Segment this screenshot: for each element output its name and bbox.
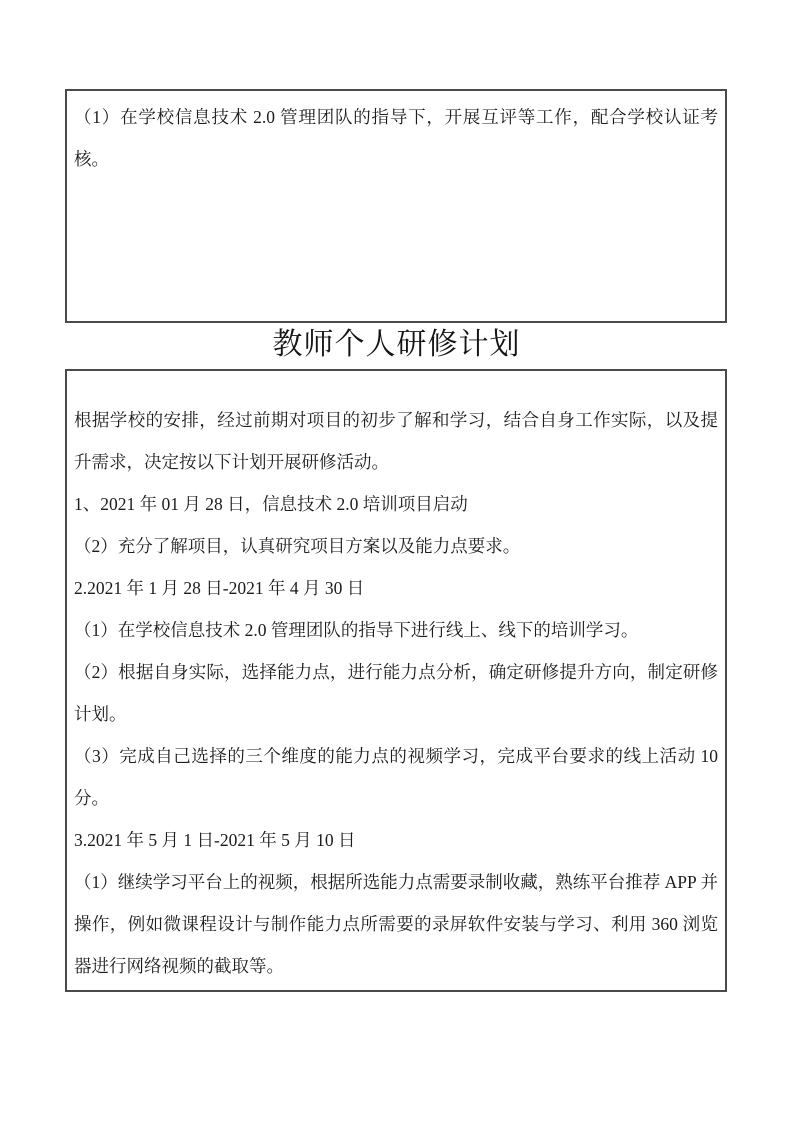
plan-paragraph-intro: 根据学校的安排，经过前期对项目的初步了解和学习，结合自身工作实际，以及提升需求，决定按以下计划开展研修活动。: [74, 410, 718, 472]
plan-paragraph-stage1-date: 1、2021 年 01 月 28 日，信息技术 2.0 培训项目启动: [74, 494, 468, 514]
research-plan-box: [65, 369, 727, 992]
plan-paragraph-stage3-item1: （1）继续学习平台上的视频，根据所选能力点需要录制收藏，熟练平台推荐 APP 并操作，例如微课程设计与制作能力点所需要的录屏软件安装与学习、利用 360 浏览器进行网络视频的截取等。: [74, 872, 718, 976]
plan-paragraph-stage2-date: 2.2021 年 1 月 28 日-2021 年 4 月 30 日: [74, 578, 365, 598]
document-title: 教师个人研修计划: [272, 328, 521, 361]
plan-paragraph-stage2-item2: （2）根据自身实际，选择能力点，进行能力点分析，确定研修提升方向，制定研修计划。: [74, 662, 718, 724]
plan-paragraph-stage2-item1: （1）在学校信息技术 2.0 管理团队的指导下进行线上、线下的培训学习。: [74, 620, 639, 640]
plan-paragraph-stage3-date: 3.2021 年 5 月 1 日-2021 年 5 月 10 日: [74, 830, 356, 850]
plan-paragraph-stage1-item: （2）充分了解项目，认真研究项目方案以及能力点要求。: [74, 536, 521, 556]
certification-task-box: [65, 89, 727, 323]
certification-task-text: （1）在学校信息技术 2.0 管理团队的指导下，开展互评等工作，配合学校认证考核。: [74, 107, 718, 169]
plan-paragraph-stage2-item3: （3）完成自己选择的三个维度的能力点的视频学习，完成平台要求的线上活动 10 分。: [74, 746, 718, 808]
